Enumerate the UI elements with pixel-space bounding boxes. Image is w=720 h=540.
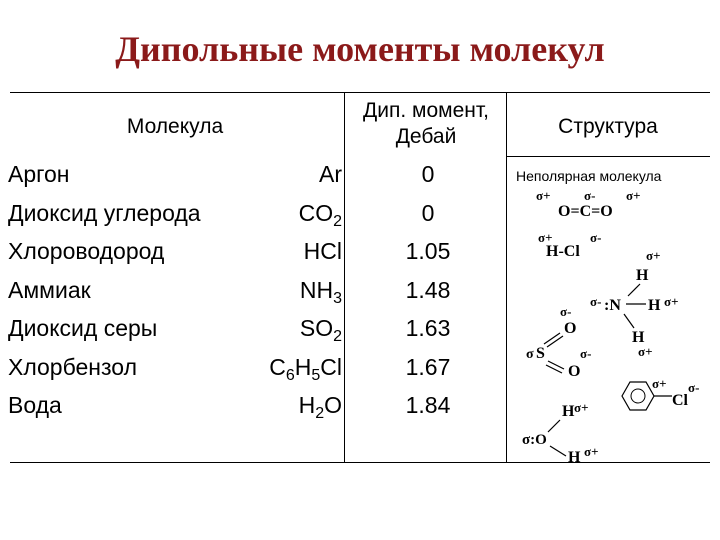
row-dipole-value: 1.84: [405, 392, 451, 418]
row-molecule-name: Вода: [8, 392, 62, 418]
formula-symbol: Ar: [319, 161, 342, 187]
hcl-charge-2: σ-: [590, 230, 602, 245]
formula-subscript: 2: [333, 328, 342, 345]
so2-o1: O: [564, 320, 577, 337]
so2-charge-o2: σ-: [580, 346, 592, 361]
formula-symbol: H: [298, 392, 316, 418]
formula-symbol: C: [269, 353, 286, 380]
nh3-charge-right: σ+: [664, 294, 679, 309]
header-dipole-line1: Дип. момент,: [363, 99, 489, 122]
row-dipole-value: 0: [421, 199, 435, 226]
structure-drawings: [508, 158, 720, 468]
hcl-charge-1: σ+: [538, 230, 553, 245]
chlorobenzene-structure: [622, 376, 699, 410]
formula-subscript: 5: [311, 366, 321, 384]
row-molecule-name: Диоксид углерода: [8, 199, 201, 226]
co2-formula: O=C=O: [558, 203, 613, 220]
structure-column: [508, 158, 720, 468]
structure-header-rule: [507, 156, 710, 157]
chlorobenzene-charge-c: σ+: [652, 376, 667, 391]
nh3-h-right: H: [648, 297, 661, 314]
column-divider-2: [506, 92, 507, 462]
row-dipole-value: 1.05: [405, 238, 451, 264]
nh3-charge-n: σ-: [590, 294, 602, 309]
row-molecule-name: Хлорбензол: [8, 353, 138, 380]
so2-o2: O: [568, 363, 581, 380]
so2-structure: [526, 304, 591, 380]
formula-subscript: 6: [285, 366, 295, 384]
co2-charge-3: σ+: [626, 188, 641, 203]
formula-subscript: 2: [315, 405, 325, 422]
formula-symbol: SO: [299, 315, 334, 341]
benzene-ring-icon: [622, 382, 654, 410]
formula-symbol: NH: [299, 276, 334, 303]
water-charge-top: σ+: [574, 400, 589, 415]
header-molecule: Молекула: [126, 115, 224, 138]
header-dipole: [346, 98, 506, 150]
so2-s: S: [536, 345, 545, 362]
row-formula: [269, 353, 342, 384]
so2-charge-s: σ: [526, 347, 534, 362]
nh3-charge-bottom: σ+: [638, 344, 653, 359]
water-o: σ:O: [522, 432, 547, 448]
row-formula: [304, 237, 342, 265]
row-dipole-value: 1.63: [405, 315, 451, 341]
formula-symbol: CO: [298, 199, 334, 226]
water-charge-bottom: σ+: [584, 444, 599, 459]
nonpolar-label: Неполярная молекула: [516, 168, 662, 184]
row-formula: [298, 391, 342, 422]
hcl-formula: H-Cl: [546, 243, 580, 260]
co2-charge-2: σ-: [584, 188, 596, 203]
row-formula: [319, 160, 342, 188]
nh3-n: :N: [604, 297, 621, 314]
formula-symbol: HCl: [303, 238, 342, 264]
row-molecule-name: Диоксид серы: [8, 315, 158, 341]
co2-structure: [536, 188, 640, 220]
chlorobenzene-charge-cl: σ-: [688, 380, 700, 395]
formula-symbol: Cl: [320, 353, 342, 380]
column-divider-1: [344, 92, 345, 462]
water-structure: [522, 400, 598, 466]
row-formula: [299, 276, 342, 307]
hcl-structure: [538, 230, 601, 260]
page-title: Дипольные моменты молекул: [115, 29, 605, 69]
formula-subscript: 2: [333, 212, 342, 230]
co2-charge-1: σ+: [536, 188, 551, 203]
row-dipole-value: 1.67: [405, 353, 451, 380]
header-structure: Структура: [558, 115, 658, 138]
header-dipole-line2: Дебай: [395, 125, 457, 148]
nh3-charge-top: σ+: [646, 248, 661, 263]
formula-subscript: 3: [333, 289, 342, 307]
nh3-structure: [590, 248, 678, 359]
row-formula: [299, 314, 342, 345]
row-molecule-name: Хлороводород: [8, 238, 165, 264]
formula-symbol: H: [294, 353, 312, 380]
row-dipole-value: 1.48: [405, 276, 451, 303]
chlorobenzene-cl: Cl: [672, 392, 688, 409]
table-top-rule: [10, 92, 710, 93]
water-h-top: H: [562, 403, 575, 420]
formula-symbol: O: [324, 392, 342, 418]
nh3-h-bottom: H: [632, 329, 645, 346]
row-dipole-value: 0: [421, 161, 435, 187]
water-h-bottom: H: [568, 449, 581, 466]
nh3-h-top: H: [636, 267, 649, 284]
so2-charge-o1: σ-: [560, 304, 572, 319]
row-formula: [298, 199, 342, 230]
row-molecule-name: Аргон: [8, 161, 70, 187]
row-molecule-name: Аммиак: [8, 276, 91, 303]
